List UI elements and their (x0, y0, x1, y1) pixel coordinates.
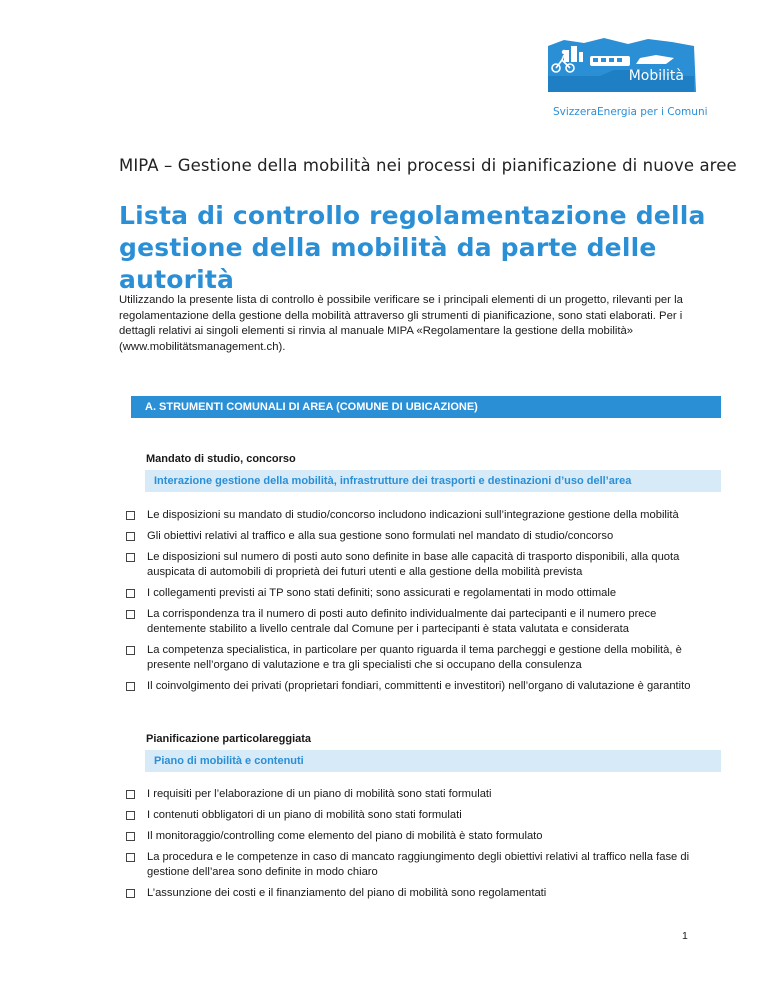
checklist-item (126, 829, 716, 844)
mobilita-logo (544, 36, 698, 98)
checklist-item-text: L’assunzione dei costi e il finanziamento del piano di mobilità sono regolamentati (147, 887, 547, 899)
checklist-item (126, 679, 716, 694)
checklist-item-text: La corrispondenza tra il numero di posti auto definito individualmente dai partecipanti e il numero prece dentemente stabilito a livello centrale dal Comune per i partecipanti è stata valutata e considerata (147, 608, 657, 635)
checklist-item (126, 508, 716, 523)
checklist-item-text: I contenuti obbligatori di un piano di mobilità sono stati formulati (147, 809, 462, 821)
checklist-item (126, 529, 716, 544)
checklist-item (126, 550, 716, 580)
checklist-item-text: La procedura e le competenze in caso di mancato raggiungimento degli obiettivi relativi al traffico nella fase di gestione dell’area sono definite in modo chiaro (147, 851, 690, 878)
checklist-item-text: Le disposizioni sul numero di posti auto sono definite in base alle capacità di trasporto disponibili, alla quota auspicata di automobili di proprietà dei futuri utenti e alla gestione della mobilità prevista (147, 551, 680, 578)
checklist-item-text: Il coinvolgimento dei privati (proprietari fondiari, committenti e investitori) nell’organo di valutazione è garantito (147, 680, 691, 692)
group-heading-mandato: Mandato di studio, concorso (146, 453, 296, 465)
group-heading-pianificazione: Pianificazione particolareggiata (146, 733, 312, 745)
checkbox[interactable] (126, 646, 135, 655)
checklist-item-text: Gli obiettivi relativi al traffico e alla sua gestione sono formulati nel mandato di studio/concorso (147, 530, 614, 542)
document-subtitle: MIPA – Gestione della mobilità nei processi di pianificazione di nuove aree (119, 156, 737, 175)
checkbox[interactable] (126, 589, 135, 598)
checklist-item-text: Le disposizioni su mandato di studio/concorso includono indicazioni sull’integrazione gestione della mobilità (147, 509, 679, 521)
section-a-header: A. STRUMENTI COMUNALI DI AREA (COMUNE DI UBICAZIONE) (131, 396, 721, 418)
checkbox[interactable] (126, 610, 135, 619)
checklist-piano (126, 787, 716, 907)
page-title: Lista di controllo regolamentazione della gestione della mobilità da parte delle autorità (119, 201, 706, 294)
checkbox[interactable] (126, 889, 135, 898)
logo-subtitle: SvizzeraEnergia per i Comuni (553, 106, 708, 118)
checklist-item (126, 787, 716, 802)
checkbox[interactable] (126, 553, 135, 562)
checkbox[interactable] (126, 853, 135, 862)
checklist-item (126, 808, 716, 823)
checklist-item (126, 607, 716, 637)
checkbox[interactable] (126, 790, 135, 799)
intro-paragraph: Utilizzando la presente lista di controllo è possibile verificare se i principali elementi di un progetto, rilevanti per la regolamentazione della gestione della mobilità attraverso gli strumenti di pianificazione, sono stati elaborati. Per i dettagli relativi ai singoli elementi si rinvia al manuale MIPA «Regolamentare la gestione della mobilità» (www.mobilitätsmanagement.ch). (119, 294, 683, 353)
checklist-item (126, 850, 716, 880)
mobilita-logo-graphic (544, 36, 698, 98)
group-band-piano: Piano di mobilità e contenuti (145, 750, 721, 772)
group-band-interazione: Interazione gestione della mobilità, infrastrutture dei trasporti e destinazioni d’uso dell’area (145, 470, 721, 492)
checklist-item-text: La competenza specialistica, in particolare per quanto riguarda il tema parcheggi e gestione della mobilità, è presente nell’organo di valutazione e tra gli specialisti che si occupano della consulenza (147, 644, 682, 671)
checklist-item (126, 886, 716, 901)
checkbox[interactable] (126, 682, 135, 691)
checklist-item-text: I collegamenti previsti ai TP sono stati definiti; sono assicurati e regolamentati in modo ottimale (147, 587, 617, 599)
logo-wordmark: Mobilità (628, 68, 684, 84)
checkbox[interactable] (126, 811, 135, 820)
checklist-item-text: Il monitoraggio/controlling come elemento del piano di mobilità è stato formulato (147, 830, 543, 842)
checkbox[interactable] (126, 832, 135, 841)
page-number: 1 (682, 930, 688, 942)
checklist-mandato (126, 508, 716, 700)
checkbox[interactable] (126, 532, 135, 541)
checklist-item (126, 643, 716, 673)
checklist-item (126, 586, 716, 601)
checklist-item-text: I requisiti per l’elaborazione di un piano di mobilità sono stati formulati (147, 788, 492, 800)
checkbox[interactable] (126, 511, 135, 520)
